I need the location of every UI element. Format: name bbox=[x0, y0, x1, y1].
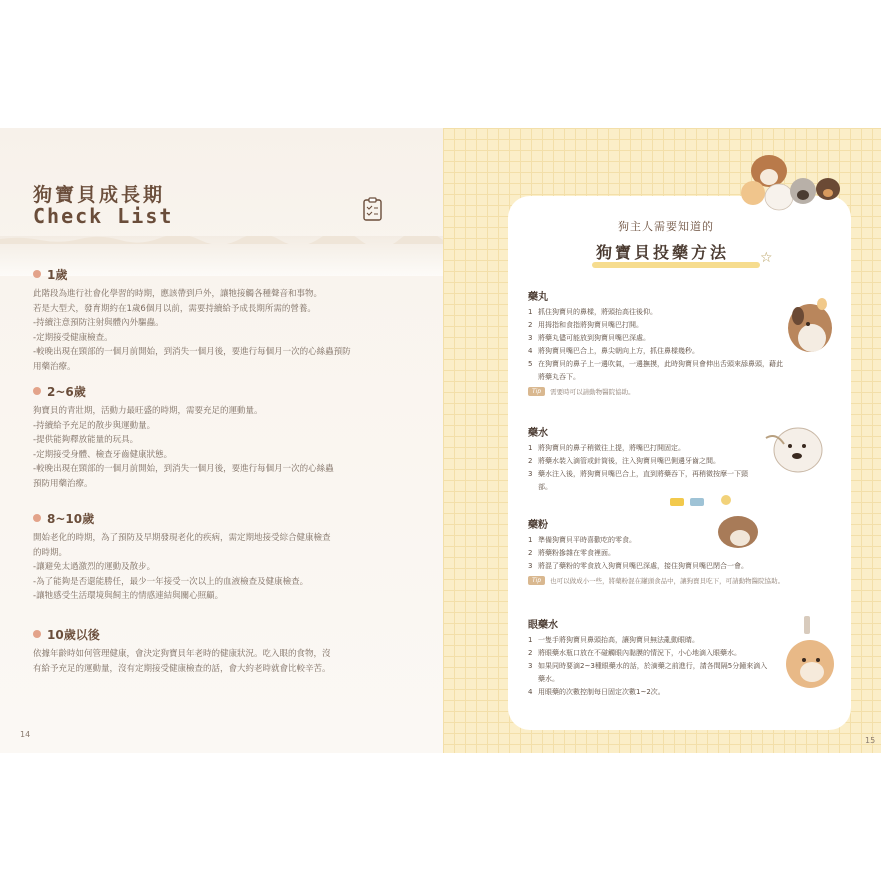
left-page bbox=[0, 128, 443, 753]
list-item: 1 將狗寶貝的鼻子稍微往上提，將嘴巴打開固定。 bbox=[528, 444, 685, 452]
list-item: 將藥丸吞下。 bbox=[538, 373, 580, 381]
list-item: 2 將藥粉摻雜在零食裡面。 bbox=[528, 549, 615, 557]
section-line: 狗寶貝的青壯期，活動力最旺盛的時期，需要充足的運動量。 bbox=[33, 406, 263, 416]
group-title: 藥粉 bbox=[528, 520, 548, 531]
section-title: 2~6歲 bbox=[47, 384, 86, 399]
section-line: -較晚出現在頸部的一個月前開始，到消失一個月後，要進行每個月一次的心絲蟲 bbox=[33, 464, 334, 474]
section-2 bbox=[33, 382, 413, 491]
dog-pill-illustration bbox=[778, 294, 838, 356]
section-line: -定期接受身體、檢查牙齒健康狀態。 bbox=[33, 449, 173, 460]
dog-powder-illustration bbox=[668, 494, 760, 550]
tip-note: Tip 需要時可以請動物醫院協助。 bbox=[528, 387, 828, 396]
section-title: 10歲以後 bbox=[47, 627, 100, 642]
section-title: 8~10歲 bbox=[47, 511, 95, 526]
tip-badge: Tip bbox=[528, 387, 545, 396]
section-line: 依據年齡時如何管理健康，會決定狗寶貝年老時的健康狀況。吃入眼的食物，沒 bbox=[33, 649, 331, 659]
section-line: -持續給予充足的散步與運動量。 bbox=[33, 420, 156, 431]
section-line: 用藥治療。 bbox=[33, 361, 76, 372]
section-line: 若是大型犬，發育期約在1歲6個月以前，需要持續給予成長期所需的營養。 bbox=[33, 303, 316, 314]
page-number-right: 15 bbox=[865, 736, 876, 745]
section-line: -讓避免太過激烈的運動及散步。 bbox=[33, 562, 156, 572]
list-item: 4 將狗寶貝嘴巴合上，鼻尖朝向上方，抓住鼻樑幾秒。 bbox=[528, 347, 699, 355]
list-item: 1 抓住狗寶貝的鼻樑，將頭抬高往後仰。 bbox=[528, 308, 657, 316]
section-line: 開始老化的時期，為了預防及早期發現老化的疾病，需定期地接受綜合健康檢查 bbox=[33, 533, 331, 543]
bullet-dot bbox=[33, 514, 41, 522]
section-line: -持續注意預防注射與體內外驅蟲。 bbox=[33, 318, 164, 328]
section-line: -讓牠感受生活環境與飼主的情感連結與關心照顧。 bbox=[33, 591, 224, 601]
section-title: 1歲 bbox=[47, 267, 68, 282]
bullet-dot bbox=[33, 630, 41, 638]
wash-edge bbox=[0, 236, 443, 244]
clipboard-icon bbox=[362, 196, 384, 222]
list-item: 3 藥水注入後，將狗寶貝嘴巴合上，直到將藥吞下，再稍微按摩一下頸部。 bbox=[528, 470, 748, 491]
list-item: 1 準備狗寶貝平時喜歡吃的零食。 bbox=[528, 536, 636, 544]
list-item: 1 一隻手將狗寶貝鼻頭抬高，讓狗寶貝無法亂動眼睛。 bbox=[528, 636, 699, 644]
card-title: 狗寶貝投藥方法 bbox=[596, 243, 730, 262]
dog-eyedrop-illustration bbox=[776, 614, 838, 692]
section-line: 的時期。 bbox=[33, 547, 68, 558]
section-line: 預防用藥治療。 bbox=[33, 478, 93, 489]
book-spread bbox=[0, 128, 881, 753]
card-subtitle: 狗主人需要知道的 bbox=[618, 220, 714, 233]
dog-group-illustration bbox=[733, 143, 848, 215]
sparkle-icon: ☆ bbox=[760, 250, 773, 266]
list-item: 2 將眼藥水瓶口放在不碰觸眼內黏膜的情況下，小心地滴入眼藥水。 bbox=[528, 649, 741, 657]
section-line: -提供能夠釋放能量的玩具。 bbox=[33, 435, 139, 445]
tip-badge: Tip bbox=[528, 576, 545, 585]
section-line: -定期接受健康檢查。 bbox=[33, 332, 113, 343]
page-title-en: Check List bbox=[33, 204, 174, 228]
list-item: 2 將藥水裝入滴管或針筒後，注入狗寶貝嘴巴側邊牙齒之間。 bbox=[528, 457, 720, 465]
group-title: 藥丸 bbox=[528, 292, 548, 303]
section-line: -為了能夠是否還能勝任，最少一年接受一次以上的血液檢查及健康檢查。 bbox=[33, 576, 309, 587]
section-3 bbox=[33, 509, 413, 604]
list-item: 4 用眼藥的次數控制每日固定次數1~2次。 bbox=[528, 688, 665, 696]
page-number-left: 14 bbox=[20, 730, 31, 739]
group-title: 藥水 bbox=[528, 428, 548, 439]
list-item: 5 在狗寶貝的鼻子上一邊吹氣，一邊撫摸，此時狗寶貝會伸出舌頭來舔鼻頭，藉此 bbox=[528, 360, 783, 368]
bullet-dot bbox=[33, 387, 41, 395]
section-1 bbox=[33, 265, 413, 374]
tip-note: Tip 也可以做成小一些，將藥粉混在罐頭食品中，讓狗寶貝吃下，可請動物醫院協助。 bbox=[528, 576, 828, 585]
list-item: 2 用拇指和食指將狗寶貝嘴巴打開。 bbox=[528, 321, 643, 329]
dog-liquid-illustration bbox=[760, 418, 832, 478]
section-line: 此階段為進行社會化學習的時期，應該帶到戶外，讓牠接觸各種聲音和事物。 bbox=[33, 289, 323, 299]
page-title-zh: 狗寶貝成長期 bbox=[33, 184, 166, 206]
section-line: -較晚出現在頸部的一個月前開始，到消失一個月後，要進行每個月一次的心絲蟲預防 bbox=[33, 347, 351, 357]
list-item: 3 如果同時要滴2~3種眼藥水的話，於滴藥之前進行，請各間隔5分鐘來滴入藥水。 bbox=[528, 662, 768, 683]
group-title: 眼藥水 bbox=[528, 620, 558, 631]
list-item: 3 將藥丸儘可能放到狗寶貝嘴巴深處。 bbox=[528, 334, 650, 342]
bullet-dot bbox=[33, 270, 41, 278]
list-item: 3 將混了藥粉的零食放入狗寶貝嘴巴深處，接住狗寶貝嘴巴閉合一會。 bbox=[528, 562, 748, 570]
section-line: 有給予充足的運動量，沒有定期接受健康檢查的話，會大約老時就會比較辛苦。 bbox=[33, 663, 331, 674]
section-4 bbox=[33, 625, 413, 676]
right-page bbox=[443, 128, 881, 753]
medication-card bbox=[508, 196, 851, 730]
